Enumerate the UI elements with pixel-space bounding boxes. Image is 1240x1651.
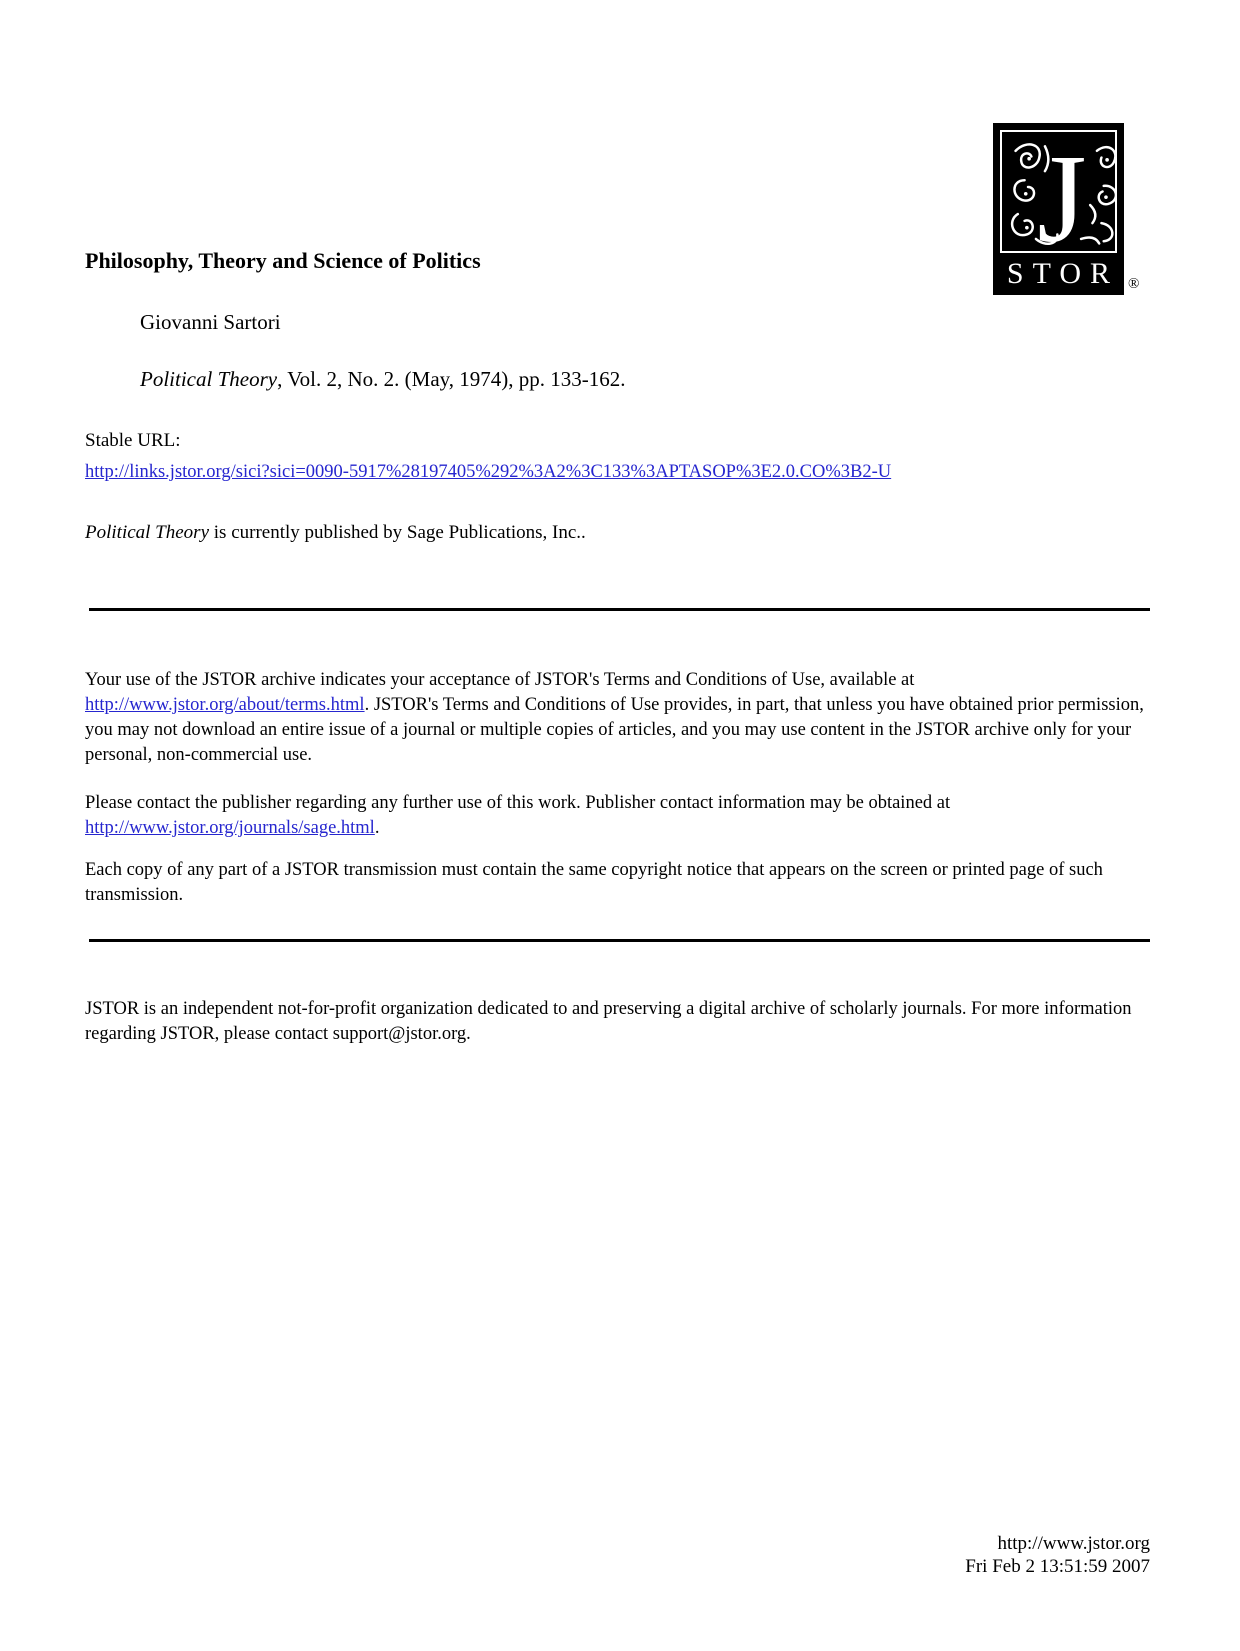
divider-bottom [89, 939, 1150, 942]
jstor-logo-j-panel [1000, 130, 1117, 253]
jstor-logo-stor-text: STOR [1006, 257, 1120, 290]
about-jstor-paragraph: JSTOR is an independent not-for-profit organization dedicated to and preserving a digital archive of scholarly journals. For more information regarding JSTOR, please contact support@jstor.org. [85, 999, 1132, 1044]
footer-timestamp: Fri Feb 2 13:51:59 2007 [965, 1556, 1150, 1577]
article-title: Philosophy, Theory and Science of Politics [85, 248, 481, 273]
jstor-logo-j-letter: J [1037, 132, 1087, 251]
divider-top [89, 608, 1150, 611]
publisher-contact-link[interactable]: http://www.jstor.org/journals/sage.html [85, 818, 375, 838]
journal-name: Political Theory [140, 367, 278, 391]
stable-url-link[interactable]: http://links.jstor.org/sici?sici=0090-5917%28197405%292%3A2%3C133%3APTASOP%3E2.0.CO%3B2-U [85, 462, 892, 482]
stable-url-label: Stable URL: [85, 430, 181, 451]
article-author: Giovanni Sartori [140, 310, 281, 334]
jstor-logo [993, 123, 1124, 295]
terms-text-before: Your use of the JSTOR archive indicates your acceptance of JSTOR's Terms and Conditions of Use, available at [85, 670, 915, 690]
terms-text-after: . JSTOR's Terms and Conditions of Use provides, in part, that unless you have obtained prior permission, you may not download an entire issue of a journal or multiple copies of articles, and you may use content in the JSTOR archive only for your personal, non-commercial use. [85, 695, 1144, 765]
jstor-logo-j-icon [1002, 132, 1115, 251]
citation-details: , Vol. 2, No. 2. (May, 1974), pp. 133-162. [277, 367, 626, 391]
publisher-note [85, 522, 586, 544]
journal-name: Political Theory [85, 522, 210, 543]
publisher-contact-before: Please contact the publisher regarding any further use of this work. Publisher contact information may be obtained at [85, 793, 951, 813]
stable-url-line [85, 462, 891, 483]
publisher-contact-paragraph [85, 791, 1160, 841]
terms-paragraph [85, 668, 1160, 768]
page-footer [965, 1532, 1150, 1578]
registered-trademark-icon: ® [1128, 276, 1140, 292]
copyright-notice-paragraph: Each copy of any part of a JSTOR transmission must contain the same copyright notice that appears on the screen or printed page of such transmission. [85, 860, 1103, 905]
terms-link[interactable]: http://www.jstor.org/about/terms.html [85, 695, 365, 715]
article-citation [140, 367, 626, 392]
publisher-note-text: is currently published by Sage Publications, Inc.. [209, 522, 586, 543]
footer-url: http://www.jstor.org [997, 1533, 1150, 1554]
publisher-contact-after: . [374, 818, 380, 838]
